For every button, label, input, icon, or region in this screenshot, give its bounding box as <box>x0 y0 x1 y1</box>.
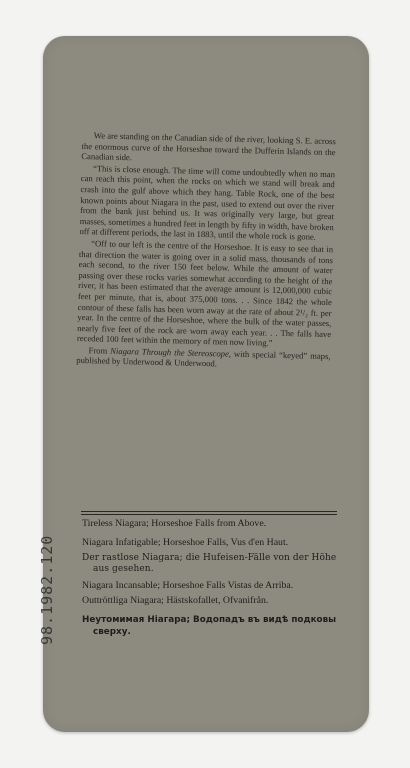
description-paragraph-1: We are standing on the Canadian side of the river, looking S. E. across the enormous curve of the Horseshoe toward the Dufferin Islands on the Canadian side. <box>81 130 336 163</box>
title-swedish: Outtröttliga Niagara; Hästskofallet, Ofvanifrån. <box>82 595 269 607</box>
source-title: Niagara Through the Stereoscope, <box>110 345 232 359</box>
description-paragraph-2: “This is close enough. The time will come undoubtedly when no man can reach this point, when the rocks on which we stand will break and crash into the gulf above which they hang. Table Rock, one of the best known points about Niagara in the past, used to extend out over the river from the bank just behind us. It was originally very large, but great masses, sometimes a hundred feet in length by fifty in width, have broken off at different periods, the last in 1883, until the whole rock is gone. <box>79 163 336 243</box>
handwritten-accession-number: 98.1982.120 <box>38 534 56 645</box>
divider-rule <box>81 511 337 512</box>
title-german: Der rastlose Niagara; die Hufeisen-Fälle von der Höhe aus gesehen. <box>82 552 337 575</box>
source-prefix: From <box>88 345 108 356</box>
divider-rule-thin <box>81 514 337 515</box>
title-english: Tireless Niagara; Horseshoe Falls from Above. <box>82 518 267 529</box>
description-text <box>76 130 336 373</box>
multilingual-titles <box>82 516 340 642</box>
description-paragraph-3: “Off to our left is the centre of the Horseshoe. It is easy to see that in that direction the water is going over in a solid mass, thousands of tons each second, to the river 150 feet below. While the amount of water passing over these rocks varies somewhat according to the height of the river, it has been estimated that the average amount is 12,000,000 cubic feet per minute, that is, about 375,000 tons. . . Since 1842 the whole contour of these falls has been worn away at the rate of about 2¹/₂ ft. per year. In the centre of the Horseshoe, where the bulk of the water passes, nearly five feet of the rock are worn away each year. . . The falls have receded 100 feet within the memory of men now living.” <box>76 238 334 348</box>
title-french: Niagara Infatigable; Horseshoe Falls, Vus d'en Haut. <box>82 537 289 549</box>
source-rest: with special “keyed” maps, published by Underwood & Underwood. <box>76 348 331 369</box>
title-spanish: Niagara Incansable; Horseshoe Falls Vistas de Arriba. <box>82 579 294 591</box>
title-russian: Неутомимая Ніагара; Водопадъ въ видѣ подковы сверху. <box>82 615 337 637</box>
